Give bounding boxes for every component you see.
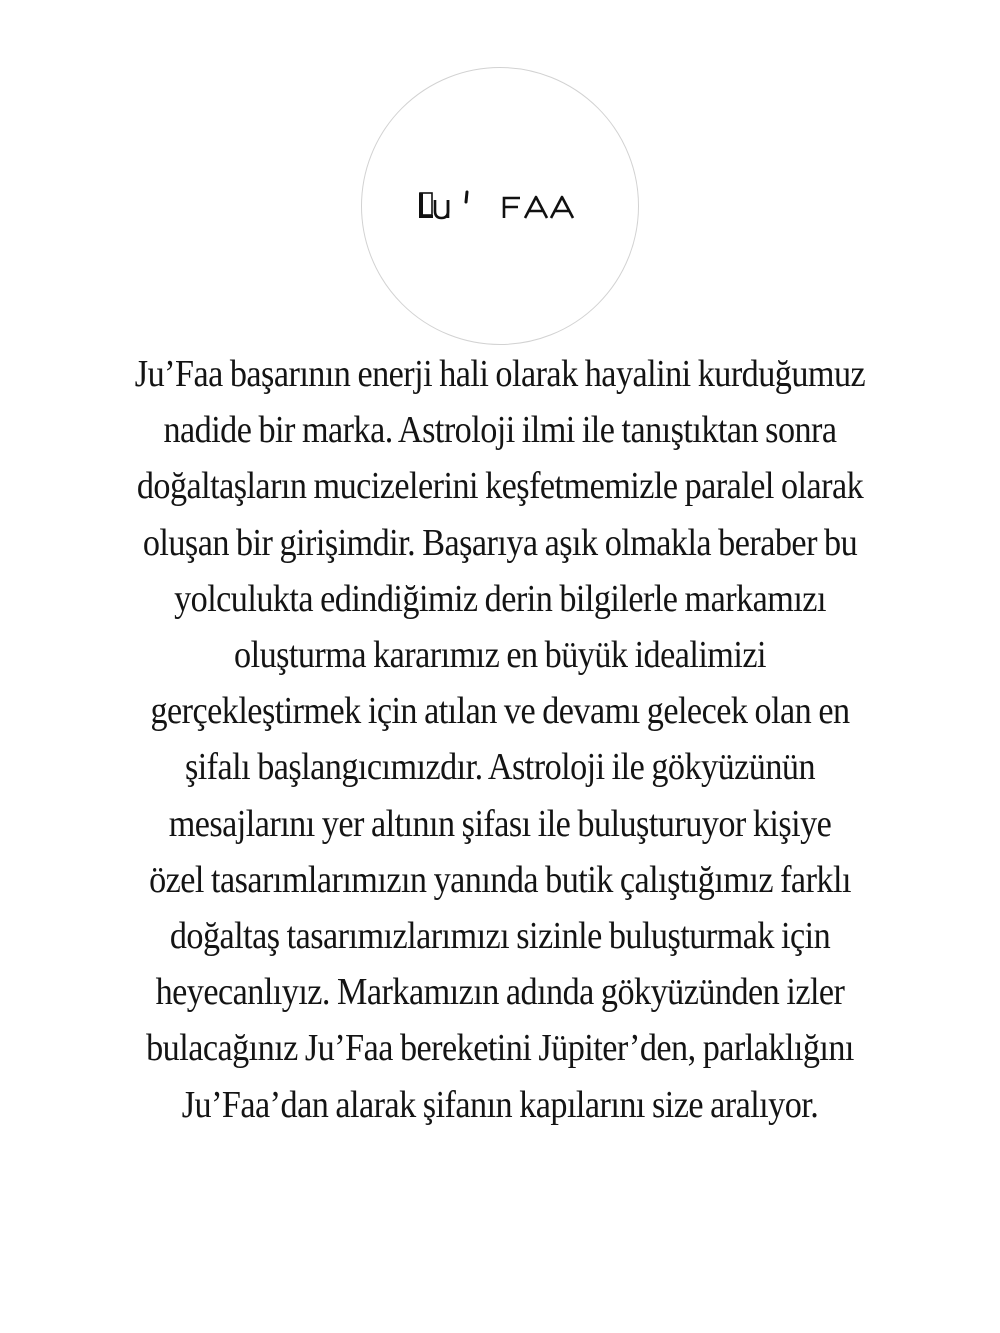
- logo-a-glyph-1: [525, 197, 547, 218]
- brand-logo-mark: [417, 178, 597, 238]
- logo-apostrophe: [466, 192, 467, 202]
- brand-logo: [417, 178, 597, 238]
- brand-description: Ju’Faa başarının enerji hali olarak hayalini kurduğumuz nadide bir marka. Astroloji ilmi ile tanıştıktan sonra doğaltaşların mucizelerini keşfetmemizle paralel olarak oluşan bir girişimdir. Başarıya aşık olmakla beraber bu yolculukta edindiğimiz derin bilgilerle markamızı oluşturma kararımız en büyük idealimizi gerçekleştirmek için atılan ve devamı gelecek olan en şifalı başlangıcımızdır. Astroloji ile gökyüzünün mesajlarını yer altının şifası ile buluşturuyor kişiye özel tasarımlarımızın yanında butik çalıştığımız farklı doğaltaş tasarımızlarımızı sizinle buluşturmak için heyecanlıyız. Markamızın adında gökyüzünden izler bulacağınız Ju’Faa bereketini Jüpiter’den, parlaklığını Ju’Faa’dan alarak şifanın kapılarını size aralıyor.: [134, 353, 866, 1126]
- logo-j-stem: [419, 193, 423, 218]
- brand-logo-badge: [361, 67, 639, 345]
- logo-f-glyph: [504, 198, 520, 218]
- logo-a-glyph-2: [551, 197, 573, 218]
- logo-u-glyph: [435, 200, 448, 218]
